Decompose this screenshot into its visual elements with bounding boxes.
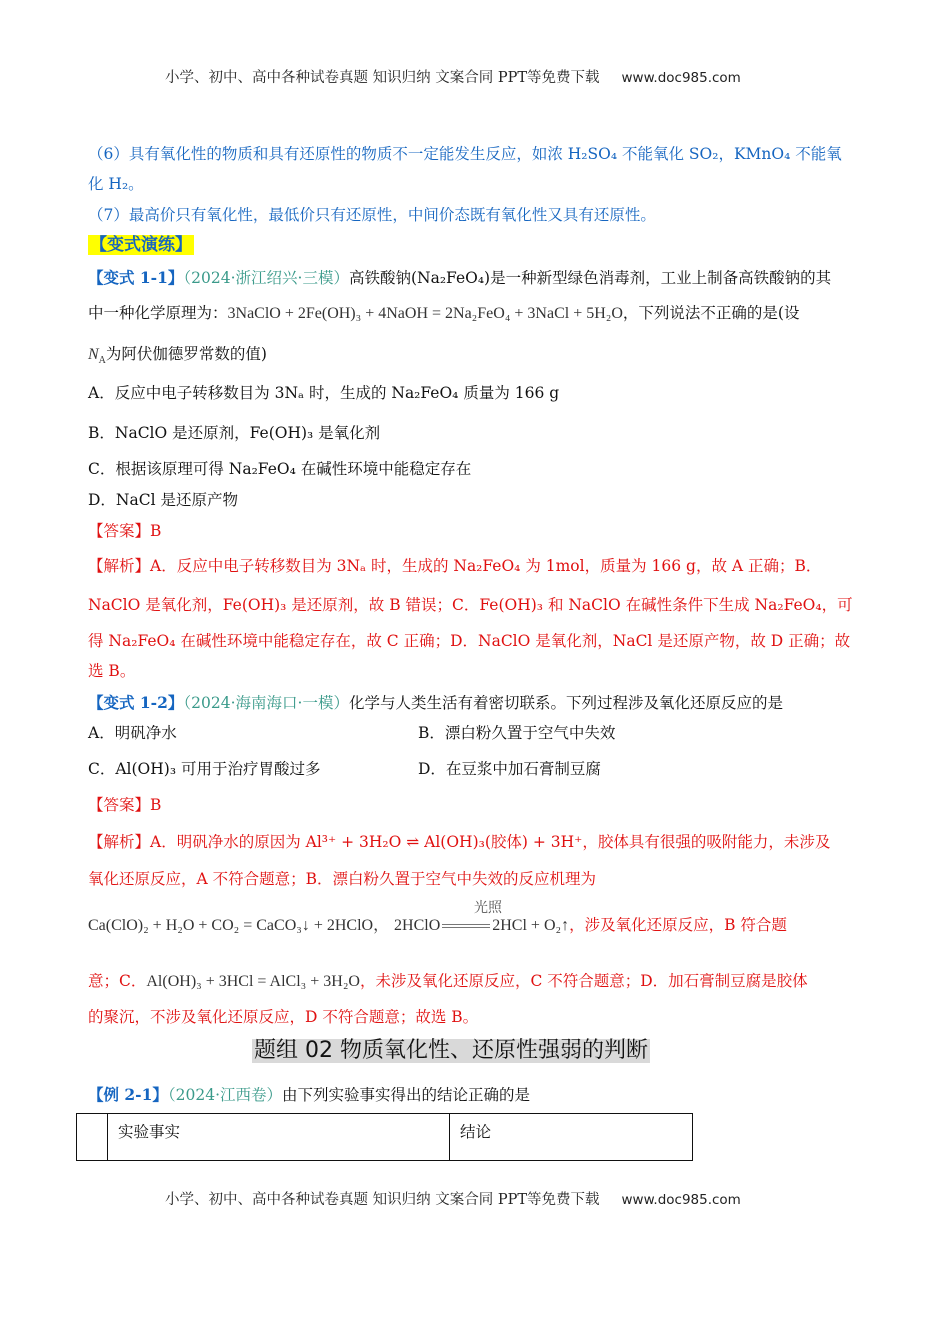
reaction-condition: 光照 [474, 900, 502, 916]
question-source: （2024·浙江绍兴·三模） [183, 269, 349, 287]
note-7: （7）最高价只有氧化性，最低价只有还原性，中间价态既有氧化性又具有还原性。 [88, 206, 656, 224]
reaction-formula: 2HClO [394, 917, 441, 934]
option-c: C．Al(OH)₃ 可用于治疗胃酸过多 [88, 760, 321, 778]
analysis-line: 【解析】A．反应中电子转移数目为 3Nₐ 时，生成的 Na₂FeO₄ 为 1mol，质量为 166 g，故 A 正确；B． [88, 557, 822, 575]
header-text: 小学、初中、高中各种试卷真题 知识归纳 文案合同 PPT等免费下载 [165, 70, 600, 86]
page-header [165, 67, 741, 89]
analysis-line: 的聚沉，不涉及氧化还原反应，D 不符合题意；故选 B。 [88, 1008, 479, 1026]
reaction-formula: 2HCl + O₂↑ [492, 917, 570, 934]
question-tag: 【变式 1-1】 [88, 268, 184, 287]
option-a: A．明矾净水 [88, 724, 177, 742]
option-b: B．NaClO 是还原剂，Fe(OH)₃ 是氧化剂 [88, 424, 381, 442]
example-2-1-stem [88, 1084, 530, 1106]
question-tag: 【例 2-1】 [88, 1085, 168, 1104]
reaction-formula: Al(OH)₃ + 3HCl = AlCl₃ + 3H₂O [146, 973, 360, 990]
reaction-formula: Ca(ClO)₂ + H₂O + CO₂ = CaCO₃↓ + 2HClO， [88, 917, 390, 934]
group-title: 题组 02 物质氧化性、还原性强弱的判断 [254, 1038, 648, 1063]
stem-text: 化学与人类生活有着密切联系。下列过程涉及氧化还原反应的是 [348, 694, 783, 712]
stem-text: 中一种化学原理为： [88, 304, 228, 322]
analysis-line: 氧化还原反应，A 不符合题意；B．漂白粉久置于空气中失效的反应机理为 [88, 870, 597, 888]
note-6: （6）具有氧化性的物质和具有还原性的物质不一定能发生反应，如浓 H₂SO₄ 不能氧化 SO₂，KMnO₄ 不能氧 [88, 145, 842, 163]
table-header-cell [77, 1114, 108, 1161]
avogadro-subscript: A [98, 355, 106, 367]
analysis-text: ，涉及氧化还原反应，B 符合题 [569, 916, 787, 934]
analysis-line: 【解析】A．明矾净水的原因为 Al³⁺ + 3H₂O ⇌ Al(OH)₃(胶体) + 3H⁺，胶体具有很强的吸附能力，未涉及 [88, 833, 831, 851]
stem-text: 高铁酸钠(Na₂FeO₄)是一种新型绿色消毒剂，工业上制备高铁酸钠的其 [348, 269, 832, 287]
stem-text: 由下列实验事实得出的结论正确的是 [282, 1086, 531, 1104]
header-link[interactable]: www.doc985.com [621, 70, 741, 86]
note-6-cont: 化 H₂。 [88, 175, 144, 193]
answer: 【答案】B [88, 522, 162, 540]
option-d: D．NaCl 是还原产物 [88, 491, 238, 509]
option-c: C．根据该原理可得 Na₂FeO₄ 在碱性环境中能稳定存在 [88, 460, 472, 478]
equals-sign [442, 924, 490, 928]
analysis-text: 意；C． [88, 972, 147, 990]
question-source: （2024·海南海口·一模） [183, 694, 349, 712]
experiment-table [76, 1113, 693, 1161]
footer-link[interactable]: www.doc985.com [621, 1192, 741, 1208]
table-header-cell: 结论 [450, 1114, 693, 1161]
option-d: D．在豆浆中加石膏制豆腐 [418, 760, 601, 778]
analysis-line: 选 B。 [88, 662, 136, 680]
table-header-cell: 实验事实 [108, 1114, 450, 1161]
question-1-2-stem [88, 692, 783, 714]
stem-text: ，下列说法不正确的是(设 [622, 304, 800, 322]
analysis-text: ，未涉及氧化还原反应，C 不符合题意；D．加石膏制豆腐是胶体 [359, 972, 808, 990]
question-1-1-stem [88, 267, 831, 289]
avogadro-symbol: N [88, 346, 99, 363]
table-header-row [77, 1114, 693, 1161]
page-footer [165, 1189, 741, 1211]
section-label: 【变式演练】 [90, 235, 192, 255]
footer-text: 小学、初中、高中各种试卷真题 知识归纳 文案合同 PPT等免费下载 [165, 1192, 600, 1208]
analysis-line: NaClO 是氧化剂，Fe(OH)₃ 是还原剂，故 B 错误；C．Fe(OH)₃ 和 NaClO 在碱性条件下生成 Na₂FeO₄，可 [88, 596, 853, 614]
option-b: B．漂白粉久置于空气中失效 [418, 724, 616, 742]
question-tag: 【变式 1-2】 [88, 693, 184, 712]
question-source: （2024·江西卷） [167, 1086, 283, 1104]
analysis-line: 得 Na₂FeO₄ 在碱性环境中能稳定存在，故 C 正确；D．NaClO 是氧化剂，NaCl 是还原产物，故 D 正确；故 [88, 632, 851, 650]
option-a: A．反应中电子转移数目为 3Nₐ 时，生成的 Na₂FeO₄ 质量为 166 g [88, 384, 560, 402]
answer: 【答案】B [88, 796, 162, 814]
stem-text: 为阿伏伽德罗常数的值) [105, 345, 267, 363]
reaction-formula: 3NaClO + 2Fe(OH)₃ + 4NaOH = 2Na₂FeO₄ + 3NaCl + 5H₂O [227, 305, 623, 322]
